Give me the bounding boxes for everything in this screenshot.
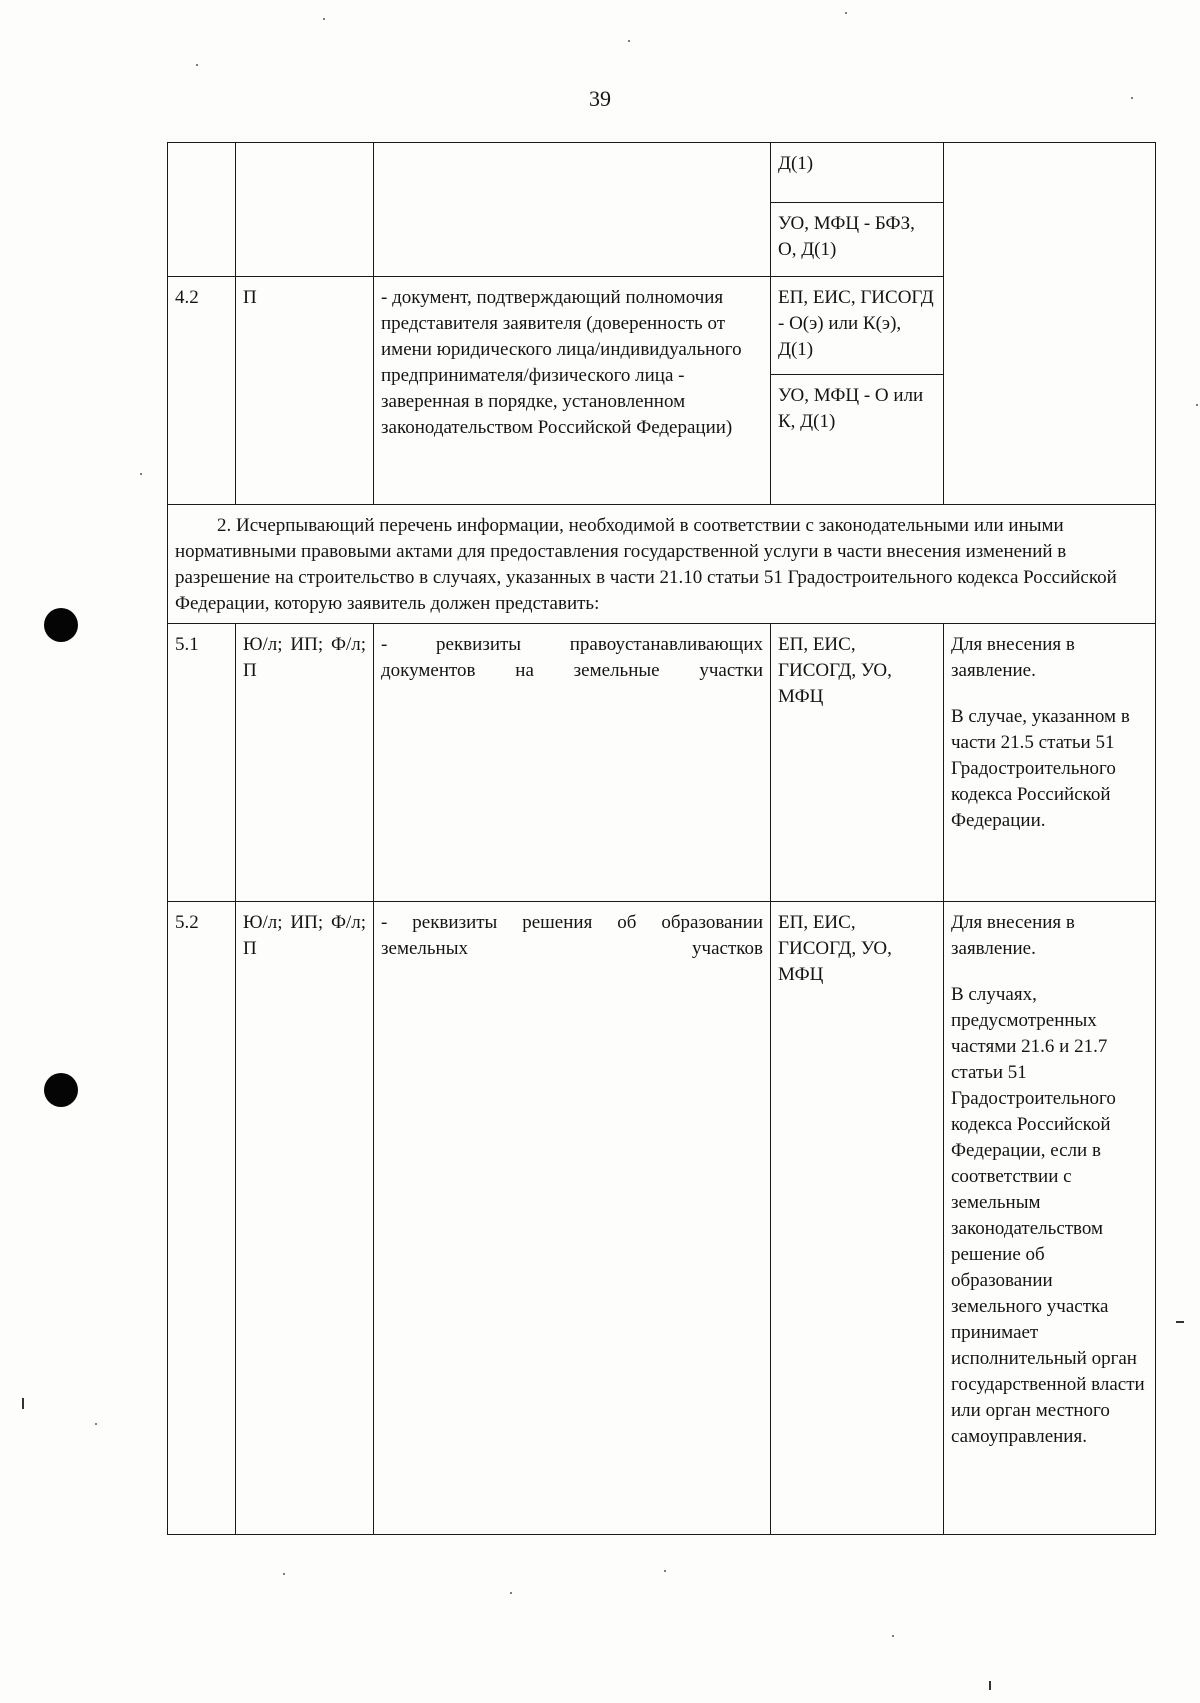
cell-applicant: Ю/л; ИП; Ф/л; П: [236, 624, 374, 902]
page-number: 39: [589, 86, 611, 111]
cell-source: Д(1): [771, 143, 944, 203]
table-row: [168, 624, 1156, 902]
cell-source: УО, МФЦ - БФЗ, О, Д(1): [771, 203, 944, 277]
scan-mark: [22, 1398, 24, 1409]
note-text: В случаях, предусмотренных частями 21.6 и 21.7 статьи 51 Градостроительного кодекса Российской Федерации, если в соответствии с земельным законодательством решение об образовании земельного участка принимает исполнительный орган государственной власти или орган местного самоуправления.: [951, 984, 1145, 1447]
cell-note: [944, 902, 1156, 1535]
scan-mark: [1176, 1321, 1184, 1323]
section-heading: 2. Исчерпывающий перечень информации, необходимой в соответствии с законодательными или иными нормативными правовыми актами для предоставления государственной услуги в части внесения изменений в разрешение на строительство в случаях, указанных в части 21.10 статьи 51 Градостроительного кодекса Российской Федерации, которую заявитель должен представить:: [168, 505, 1156, 624]
cell-source: ЕП, ЕИС, ГИСОГД, УО, МФЦ: [771, 624, 944, 902]
cell-num: 5.1: [168, 624, 236, 902]
cell-num-empty: [168, 143, 236, 277]
scan-speck: [323, 18, 325, 20]
table-row: [168, 143, 1156, 203]
cell-source: ЕП, ЕИС, ГИСОГД, УО, МФЦ: [771, 902, 944, 1535]
cell-applicant: П: [236, 277, 374, 505]
cell-source: УО, МФЦ - О или К, Д(1): [771, 375, 944, 505]
table-row: [168, 902, 1156, 1535]
cell-document-empty: [374, 143, 771, 277]
requirements-table: [167, 142, 1156, 1535]
note-text: В случае, указанном в части 21.5 статьи 51 Градостроительного кодекса Российской Федерации.: [951, 706, 1130, 831]
cell-source: ЕП, ЕИС, ГИСОГД - О(э) или К(э), Д(1): [771, 277, 944, 375]
punch-hole-mark: [44, 1073, 78, 1107]
cell-document: - документ, подтверждающий полномочия представителя заявителя (доверенность от имени юридического лица/индивидуального предпринимателя/физического лица - заверенная в порядке, установленном законодательством Российской Федерации): [374, 277, 771, 505]
cell-num: 5.2: [168, 902, 236, 1535]
scan-speck: [140, 473, 142, 475]
note-text: Для внесения в заявление.: [951, 912, 1075, 959]
scan-speck: [1196, 404, 1198, 406]
scan-speck: [196, 64, 198, 66]
scan-mark: [989, 1681, 991, 1690]
table-row: [168, 505, 1156, 624]
scan-speck: [628, 40, 630, 42]
cell-applicant-empty: [236, 143, 374, 277]
scan-speck: [845, 12, 847, 14]
cell-note-empty: [944, 143, 1156, 505]
note-text: Для внесения в заявление.: [951, 634, 1075, 681]
cell-note: [944, 624, 1156, 902]
scan-speck: [510, 1592, 512, 1594]
scan-speck: [664, 1570, 666, 1572]
scan-speck: [283, 1573, 285, 1575]
cell-document: - реквизиты решения об образовании земельных участков: [374, 902, 771, 1535]
scan-speck: [1131, 97, 1133, 99]
punch-hole-mark: [44, 608, 78, 642]
cell-applicant: Ю/л; ИП; Ф/л; П: [236, 902, 374, 1535]
cell-document: - реквизиты правоустанавливающих документов на земельные участки: [374, 624, 771, 902]
scan-speck: [95, 1423, 97, 1425]
scan-speck: [892, 1635, 894, 1637]
cell-num: 4.2: [168, 277, 236, 505]
